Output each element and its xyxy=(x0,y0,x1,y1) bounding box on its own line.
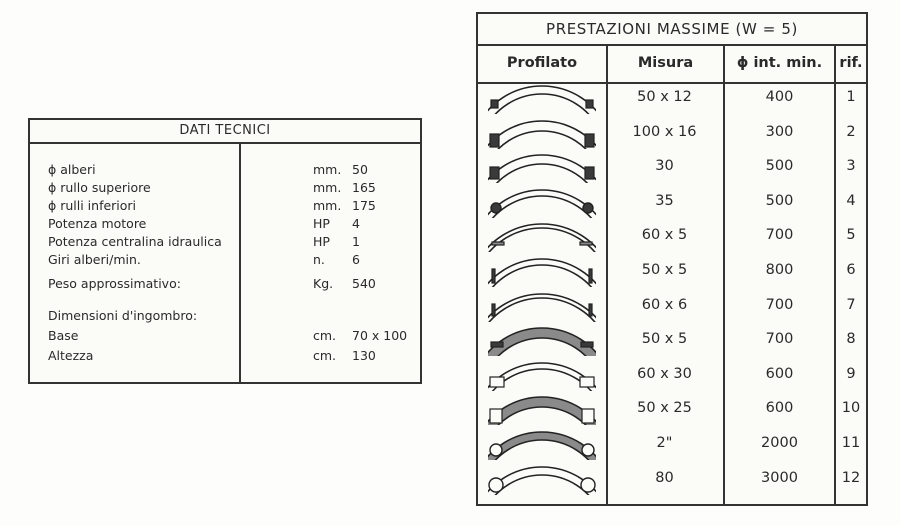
profile-row xyxy=(478,391,866,426)
rif-cell: 10 xyxy=(841,400,861,417)
profile-row xyxy=(478,288,866,323)
spec-row xyxy=(30,162,420,180)
spec-value: 70 x 100 xyxy=(352,328,408,343)
dati-tecnici-title: DATI TECNICI xyxy=(30,120,420,144)
profile-drawing xyxy=(488,324,596,356)
spec-label: ϕ rulli inferiori xyxy=(48,198,137,213)
spec-value: 165 xyxy=(352,180,376,195)
diametro-cell: 800 xyxy=(765,262,794,278)
diametro-cell: 3000 xyxy=(761,469,798,486)
spec-row xyxy=(30,328,420,346)
diametro-cell: 700 xyxy=(765,227,794,244)
spec-row xyxy=(30,216,420,234)
spec-row xyxy=(30,198,420,216)
misura-cell: 60 x 5 xyxy=(641,227,688,244)
header-profilato: Profilato xyxy=(506,55,578,71)
prestazioni-title: PRESTAZIONI MASSIME (W = 5) xyxy=(478,14,866,46)
misura-cell: 80 xyxy=(655,469,674,486)
spec-label: Base xyxy=(48,328,79,343)
spec-row xyxy=(30,348,420,366)
header-rif: rif. xyxy=(839,55,863,71)
spec-unit: cm. xyxy=(313,328,337,343)
rif-cell: 5 xyxy=(846,227,856,244)
spec-unit: cm. xyxy=(313,348,337,363)
diametro-cell: 600 xyxy=(765,365,794,382)
spec-unit: HP xyxy=(313,216,330,231)
profile-row xyxy=(478,115,866,150)
spec-unit: mm. xyxy=(313,198,342,213)
profile-drawing xyxy=(488,255,596,287)
diametro-cell: 600 xyxy=(765,400,794,417)
spec-value: 175 xyxy=(352,198,376,213)
rif-cell: 7 xyxy=(846,296,856,313)
spec-label: Potenza motore xyxy=(48,216,147,231)
profile-row xyxy=(478,149,866,184)
profile-drawing xyxy=(488,151,596,183)
profile-drawing xyxy=(488,117,596,149)
rif-cell: 9 xyxy=(846,365,856,382)
profile-drawing xyxy=(488,290,596,322)
spec-unit: mm. xyxy=(313,180,342,195)
profile-row xyxy=(478,80,866,115)
profile-row xyxy=(478,218,866,253)
profile-row xyxy=(478,184,866,219)
misura-cell: 30 xyxy=(655,158,674,175)
misura-cell: 60 x 30 xyxy=(637,365,692,382)
diametro-cell: 400 xyxy=(765,89,794,105)
misura-cell: 60 x 6 xyxy=(641,296,688,313)
spec-row xyxy=(30,252,420,270)
profile-drawing xyxy=(488,82,596,114)
misura-cell: 50 x 12 xyxy=(637,89,692,105)
profile-drawing xyxy=(488,393,596,425)
rif-cell: 6 xyxy=(846,262,856,278)
spec-unit: Kg. xyxy=(313,276,334,291)
spec-unit: n. xyxy=(313,252,325,267)
rif-cell: 2 xyxy=(846,123,856,140)
spec-row xyxy=(30,276,420,294)
profile-row xyxy=(478,426,866,461)
misura-cell: 50 x 5 xyxy=(641,262,688,278)
misura-cell: 100 x 16 xyxy=(632,123,697,140)
spec-label: ϕ rullo superiore xyxy=(48,180,151,195)
rif-cell: 4 xyxy=(846,192,856,209)
spec-value: 50 xyxy=(352,162,368,177)
spec-label: Peso approssimativo: xyxy=(48,276,181,291)
spec-row xyxy=(30,308,420,326)
spec-value: 540 xyxy=(352,276,376,291)
profile-drawing xyxy=(488,186,596,218)
profile-row xyxy=(478,253,866,288)
rif-cell: 12 xyxy=(841,469,861,486)
rif-cell: 8 xyxy=(846,331,856,348)
prestazioni-table xyxy=(476,12,868,506)
profile-row xyxy=(478,357,866,392)
spec-label: Dimensioni d'ingombro: xyxy=(48,308,198,323)
diametro-cell: 700 xyxy=(765,296,794,313)
misura-cell: 50 x 25 xyxy=(637,400,692,417)
profile-row xyxy=(478,461,866,496)
header-diametro: ϕ int. min. xyxy=(736,55,823,71)
misura-cell: 50 x 5 xyxy=(641,331,688,348)
header-misura: Misura xyxy=(637,55,694,71)
profile-row xyxy=(478,322,866,357)
profile-drawing xyxy=(488,463,596,495)
spec-unit: HP xyxy=(313,234,330,249)
misura-cell: 2" xyxy=(656,435,673,451)
spec-label: Altezza xyxy=(48,348,94,363)
spec-value: 6 xyxy=(352,252,360,267)
spec-row xyxy=(30,180,420,198)
diametro-cell: 300 xyxy=(765,123,794,140)
spec-row xyxy=(30,234,420,252)
spec-label: Potenza centralina idraulica xyxy=(48,234,222,249)
spec-label: ϕ alberi xyxy=(48,162,96,177)
dati-tecnici-table xyxy=(28,118,422,384)
rif-cell: 11 xyxy=(841,435,861,451)
profile-drawing xyxy=(488,220,596,252)
profile-drawing xyxy=(488,428,596,460)
rif-cell: 3 xyxy=(846,158,856,175)
diametro-cell: 700 xyxy=(765,331,794,348)
spec-value: 4 xyxy=(352,216,360,231)
diametro-cell: 2000 xyxy=(761,435,798,451)
spec-unit: mm. xyxy=(313,162,342,177)
spec-value: 130 xyxy=(352,348,376,363)
spec-label: Giri alberi/min. xyxy=(48,252,141,267)
profile-drawing xyxy=(488,359,596,391)
misura-cell: 35 xyxy=(655,192,674,209)
spec-value: 1 xyxy=(352,234,360,249)
rif-cell: 1 xyxy=(846,89,856,105)
diametro-cell: 500 xyxy=(765,192,794,209)
diametro-cell: 500 xyxy=(765,158,794,175)
